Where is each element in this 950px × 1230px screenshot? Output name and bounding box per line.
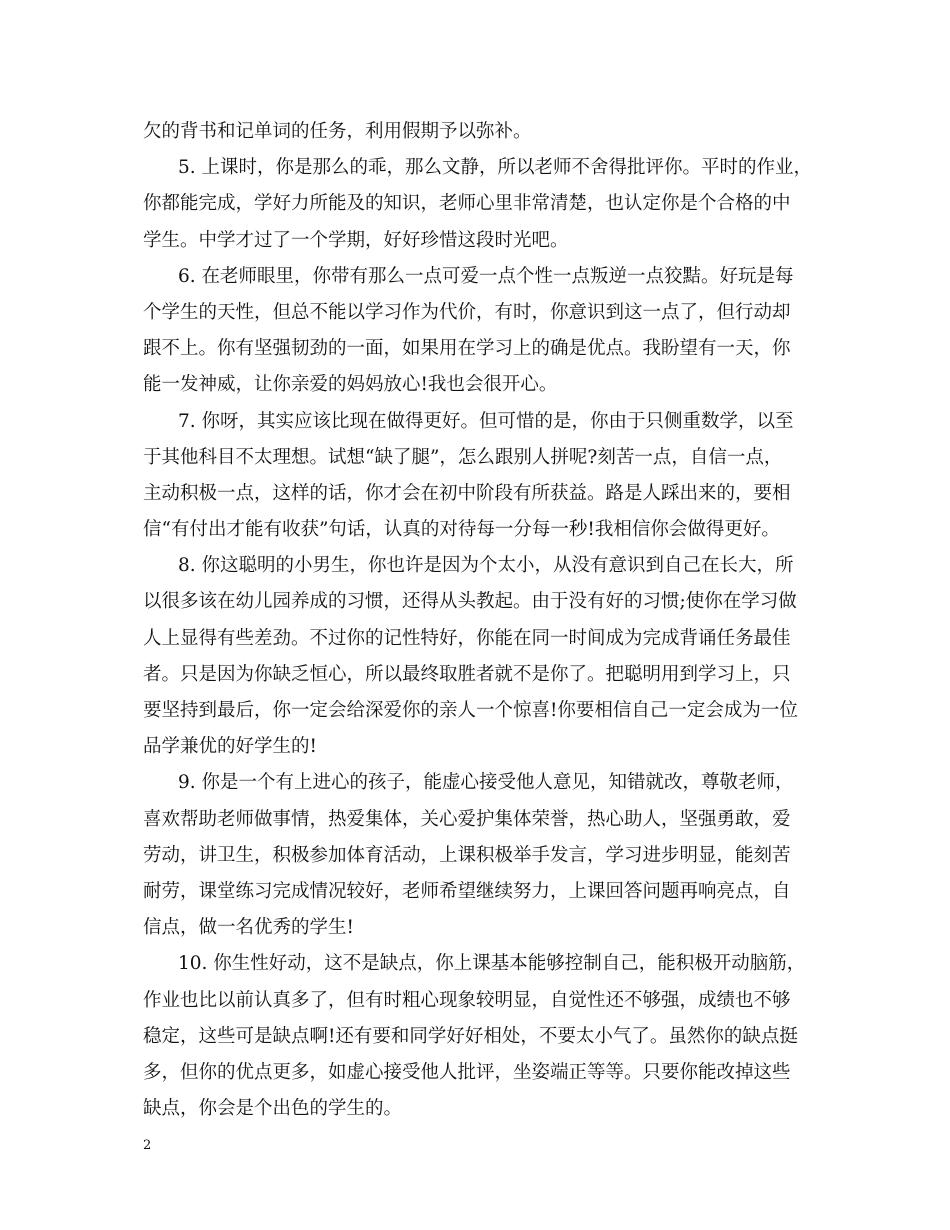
text-line: 多，但你的优点更多，如虚心接受他人批评，坐姿端正等等。只要你能改掉这些 [143, 1061, 791, 1083]
text-line: 个学生的天性，但总不能以学习作为代价，有时，你意识到这一点了，但行动却 [143, 301, 791, 323]
text-line: 信点，做一名优秀的学生! [143, 917, 354, 939]
text-line: 人上显得有些差劲。不过你的记性特好，你能在同一时间成为完成背诵任务最佳 [143, 627, 791, 649]
text-line: 7. 你呀，其实应该比现在做得更好。但可惜的是，你由于只侧重数学，以至 [178, 410, 794, 432]
text-line: 要坚持到最后，你一定会给深爱你的亲人一个惊喜!你要相信自己一定会成为一位 [143, 700, 798, 721]
text-line: 6. 在老师眼里，你带有那么一点可爱一点个性一点叛逆一点狡黠。好玩是每 [178, 265, 794, 287]
text-line: 欠的背书和记单词的任务，利用假期予以弥补。 [143, 121, 532, 142]
text-line: 劳动，讲卫生，积极参加体育活动，上课积极举手发言，学习进步明显，能刻苦 [143, 844, 791, 866]
text-line: 能一发神威，让你亲爱的妈妈放心!我也会很开心。 [143, 374, 558, 396]
text-line: 5. 上课时，你是那么的乖，那么文静，所以老师不舍得批评你。平时的作业， [178, 157, 813, 179]
paragraph [143, 765, 811, 946]
text-line: 以很多该在幼儿园养成的习惯，还得从头教起。由于没有好的习惯;使你在学习做 [143, 591, 797, 613]
paragraph [143, 946, 811, 1127]
text-line: 跟不上。你有坚强韧劲的一面，如果用在学习上的确是优点。我盼望有一天，你 [143, 338, 791, 360]
text-line: 耐劳，课堂练习完成情况较好，老师希望继续努力，上课回答问题再响亮点，自 [143, 880, 791, 902]
page-number: 2 [143, 1138, 152, 1153]
text-line: 喜欢帮助老师做事情，热爱集体，关心爱护集体荣誉，热心助人，坚强勇敢，爱 [143, 808, 791, 830]
paragraph [143, 114, 811, 150]
text-line: 你都能完成，学好力所能及的知识，老师心里非常清楚，也认定你是个合格的中 [143, 193, 791, 215]
text-line: 学生。中学才过了一个学期，好好珍惜这段时光吧。 [143, 229, 569, 251]
text-line: 10. 你生性好动，这不是缺点，你上课基本能够控制自己，能积极开动脑筋， [178, 953, 806, 975]
text-line: 品学兼优的好学生的! [143, 736, 317, 758]
text-line: 于其他科目不太理想。试想“缺了腿”，怎么跟别人拼呢?刻苦一点，自信一点， [143, 446, 783, 468]
text-line: 者。只是因为你缺乏恒心，所以最终取胜者就不是你了。把聪明用到学习上，只 [143, 663, 791, 685]
text-line: 缺点，你会是个出色的学生的。 [143, 1098, 403, 1120]
text-line: 8. 你这聪明的小男生，你也许是因为个太小，从没有意识到自己在长大，所 [178, 555, 794, 577]
text-line: 主动积极一点，这样的话，你才会在初中阶段有所获益。路是人踩出来的，要相 [143, 482, 791, 504]
text-line: 稳定，这些可是缺点啊!还有要和同学好好相处，不要太小气了。虽然你的缺点挺 [143, 1025, 798, 1047]
paragraph [143, 404, 811, 549]
text-line: 信“有付出才能有收获”句话，认真的对待每一分每一秒!我相信你会做得更好。 [143, 519, 780, 541]
paragraph [143, 150, 811, 259]
paragraph [143, 548, 811, 765]
document-body [143, 114, 811, 1127]
paragraph [143, 259, 811, 404]
text-line: 作业也比以前认真多了，但有时粗心现象较明显，自觉性还不够强，成绩也不够 [143, 989, 791, 1011]
text-line: 9. 你是一个有上进心的孩子，能虚心接受他人意见，知错就改，尊敬老师， [178, 772, 794, 794]
